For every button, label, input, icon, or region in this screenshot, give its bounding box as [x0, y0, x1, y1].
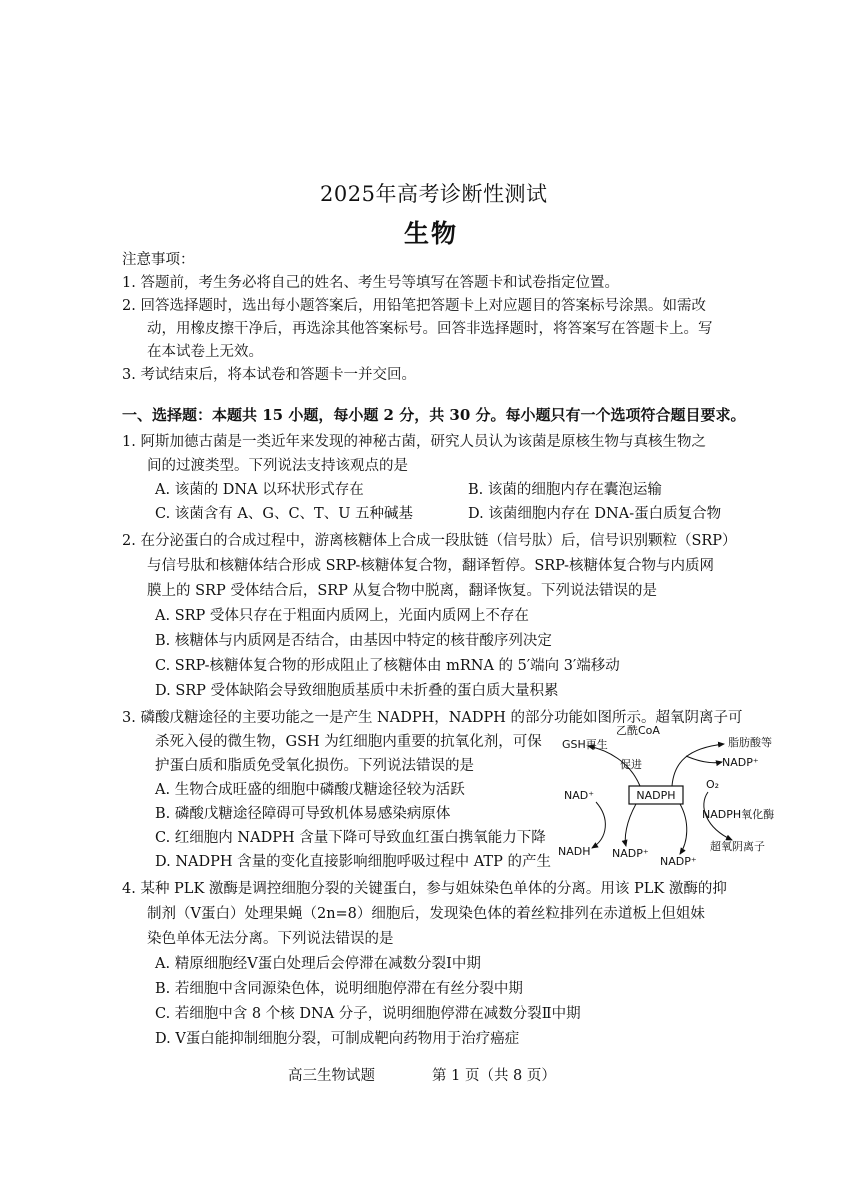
question-stem: 染色单体无法分离。下列说法错误的是 — [147, 931, 394, 947]
question-stem: 3. 磷酸戊糖途径的主要功能之一是产生 NADPH，NADPH 的部分功能如图所示。超氧阴离子可 — [122, 710, 743, 726]
option-a: A. SRP 受体只存在于粗面内质网上，光面内质网上不存在 — [155, 608, 529, 624]
oxidase-label: NADPH氧化酶 — [702, 808, 775, 821]
notice-item: 1. 答题前，考生务必将自己的姓名、考生号等填写在答题卡和试卷指定位置。 — [122, 275, 619, 291]
nadph-function-diagram — [556, 722, 788, 870]
question-stem: 制剂（Ⅴ蛋白）处理果蝇（2n=8）细胞后，发现染色体的着丝粒排列在赤道板上但姐妹 — [147, 906, 705, 922]
question-stem: 护蛋白质和脂质免受氧化损伤。下列说法错误的是 — [155, 758, 474, 774]
nadh-arrow — [592, 802, 605, 848]
nadp-left-arrow — [625, 804, 636, 846]
question-stem: 2. 在分泌蛋白的合成过程中，游离核糖体上合成一段肽链（信号肽）后，信号识别颗粒（SRP） — [122, 533, 737, 549]
option-d: D. NADPH 含量的变化直接影响细胞呼吸过程中 ATP 的产生 — [155, 854, 551, 870]
question-stem: 杀死入侵的微生物，GSH 为红细胞内重要的抗氧化剂，可保 — [155, 734, 542, 750]
o2-label: O₂ — [706, 778, 720, 791]
nadp-top-label: NADP⁺ — [722, 756, 759, 769]
exam-title: 2025年高考诊断性测试 — [320, 182, 548, 206]
option-a: A. 生物合成旺盛的细胞中磷酸戊糖途径较为活跃 — [155, 782, 465, 798]
question-stem: 膜上的 SRP 受体结合后，SRP 从复合物中脱离，翻译恢复。下列说法错误的是 — [147, 583, 658, 599]
option-d: D. 该菌细胞内存在 DNA-蛋白质复合物 — [468, 506, 722, 522]
option-b: B. 磷酸戊糖途径障碍可导致机体易感染病原体 — [155, 806, 451, 822]
acetyl-coa-label: 乙酰CoA — [616, 724, 660, 737]
option-a: A. 该菌的 DNA 以环状形式存在 — [155, 482, 364, 498]
option-c: C. SRP-核糖体复合物的形成阻止了核糖体由 mRNA 的 5′端向 3′端移动 — [155, 658, 620, 674]
nadp-left-label: NADP⁺ — [612, 847, 649, 860]
option-a: A. 精原细胞经Ⅴ蛋白处理后会停滞在减数分裂Ⅰ中期 — [155, 956, 481, 972]
fatty-acid-label: 脂肪酸等 — [728, 736, 772, 749]
nadp-right-label: NADP⁺ — [660, 855, 697, 868]
option-d: D. SRP 受体缺陷会导致细胞质基质中未折叠的蛋白质大量积累 — [155, 683, 559, 699]
option-b: B. 若细胞中含同源染色体，说明细胞停滞在有丝分裂中期 — [155, 981, 523, 997]
option-d: D. Ⅴ蛋白能抑制细胞分裂，可制成靶向药物用于治疗癌症 — [155, 1031, 520, 1047]
notice-item: 2. 回答选择题时，选出每小题答案后，用铅笔把答题卡上对应题目的答案标号涂黑。如需改 — [122, 298, 706, 314]
question-stem: 间的过渡类型。下列说法支持该观点的是 — [147, 458, 408, 474]
footer-subject: 高三生物试题 — [288, 1068, 375, 1084]
question-stem: 4. 某种 PLK 激酶是调控细胞分裂的关键蛋白，参与姐妹染色单体的分离。用该 PLK 激酶的抑 — [122, 881, 727, 897]
option-c: C. 红细胞内 NADPH 含量下降可导致血红蛋白携氧能力下降 — [155, 830, 546, 846]
promote-label: 促进 — [620, 758, 642, 771]
nadh-label: NADH — [558, 845, 591, 858]
notice-item: 动，用橡皮擦干净后，再选涂其他答案标号。回答非选择题时，将答案写在答题卡上。写 — [147, 321, 713, 337]
question-stem: 1. 阿斯加德古菌是一类近年来发现的神秘古菌，研究人员认为该菌是原核生物与真核生物之 — [122, 434, 706, 450]
question-stem: 与信号肽和核糖体结合形成 SRP-核糖体复合物，翻译暂停。SRP-核糖体复合物与内质网 — [147, 558, 715, 574]
superoxide-label: 超氧阴离子 — [710, 840, 765, 853]
notice-heading: 注意事项： — [122, 252, 195, 268]
notice-item: 3. 考试结束后，将本试卷和答题卡一并交回。 — [122, 367, 416, 383]
section-heading: 一、选择题：本题共 15 小题，每小题 2 分，共 30 分。每小题只有一个选项符合题目要求。 — [122, 406, 746, 424]
option-b: B. 该菌的细胞内存在囊泡运输 — [468, 482, 662, 498]
nadp-right-arrow — [680, 804, 687, 854]
option-c: C. 若细胞中含 8 个核 DNA 分子，说明细胞停滞在减数分裂Ⅱ中期 — [155, 1006, 581, 1022]
nadp-top-arrow — [686, 756, 722, 763]
page-number: 第 1 页（共 8 页） — [432, 1068, 556, 1084]
notice-item: 在本试卷上无效。 — [147, 344, 263, 360]
option-b: B. 核糖体与内质网是否结合，由基因中特定的核苷酸序列决定 — [155, 633, 552, 649]
gsh-regeneration-label: GSH再生 — [562, 738, 608, 751]
subject-title: 生物 — [404, 219, 459, 248]
nad-plus-label: NAD⁺ — [564, 789, 595, 802]
option-c: C. 该菌含有 A、G、C、T、U 五种碱基 — [155, 506, 414, 522]
nadph-label: NADPH — [636, 789, 676, 802]
